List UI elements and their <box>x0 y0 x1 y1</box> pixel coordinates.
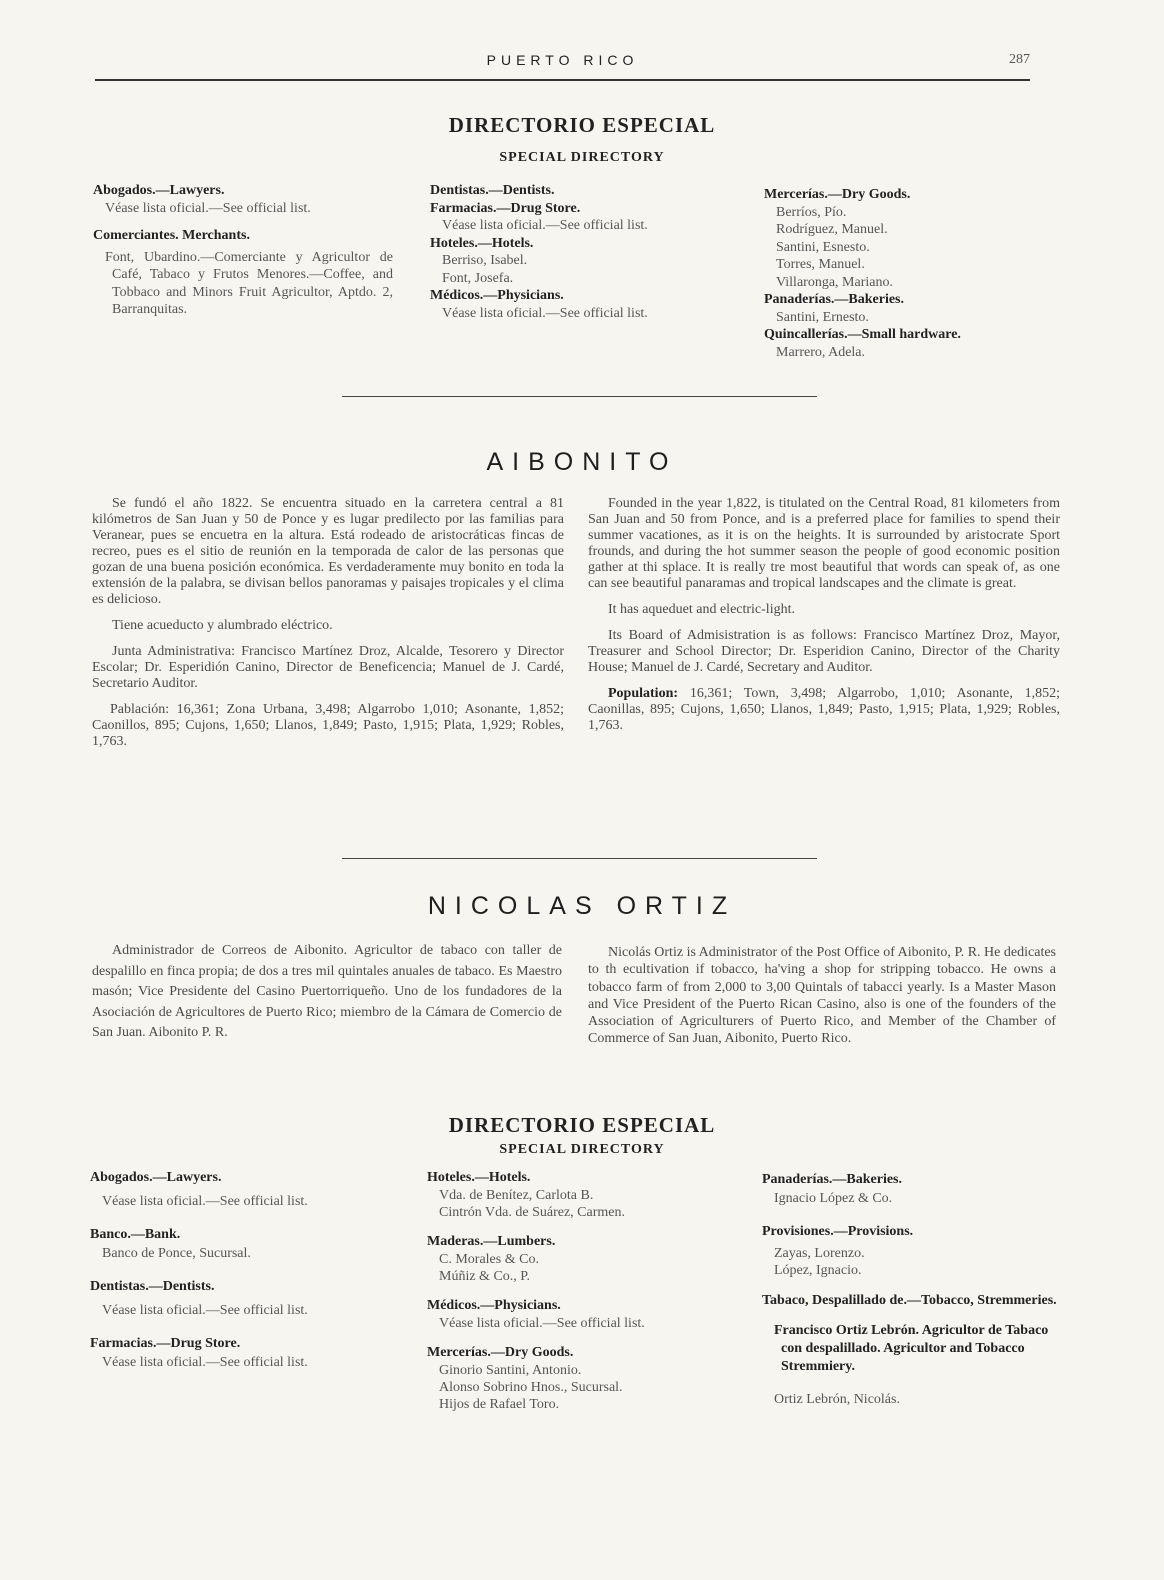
directory-category: Farmacias.—Drug Store. <box>430 200 581 216</box>
directory-entry: Zayas, Lorenzo. <box>774 1246 865 1261</box>
directory-entry: Marrero, Adela. <box>776 344 866 360</box>
directory-category: Médicos.—Physicians. <box>427 1298 561 1313</box>
directory-entry: Rodríguez, Manuel. <box>776 222 888 237</box>
directory-category: Médicos.—Physicians. <box>430 288 564 303</box>
population-text: 16,361; Town, 3,498; Algarrobo, 1,010; Asonante, 1,852; Caonillas, 895; Cujons, 1,650; Llanos, 1,849; Pasto, 1,915; Plata, 1,929; Robles, 1,763. <box>588 686 1061 733</box>
directory-1-subtitle: SPECIAL DIRECTORY <box>499 150 665 165</box>
directory-entry: Santini, Esnesto. <box>776 239 870 255</box>
directory-entry: Villaronga, Mariano. <box>776 274 893 290</box>
directory-1-heading <box>0 113 1164 166</box>
directory-2-title: DIRECTORIO ESPECIAL <box>448 1113 716 1137</box>
directory-entry: Santini, Ernesto. <box>776 309 869 325</box>
directory-entry: Véase lista oficial.—See official list. <box>102 1355 308 1370</box>
directory-2-column-3 <box>762 1170 1057 1409</box>
directory-entry: Véase lista oficial.—See official list. <box>442 305 648 321</box>
paragraph: Its Board of Admisistration is as follows: Francisco Martínez Droz, Mayor, Treasurer and School Director; Dr. Esperidion Canino, Director of the Charity House; Manuel de J. Cardé, Secretary and Auditor. <box>588 628 1060 675</box>
paragraph: Founded in the year 1,822, is titulated on the Central Road, 81 kilometers from San Juan and 50 from Ponce, and is a preferred place for families to spend their summer vacationes, as it is on the heights. It is surrounded by aristocrate Sport frounds, and during the hot summer season the people of good economic position gather at thi splace. It is really tre most beautiful that words can speak of, as one can see beautiful panaramas and tropical landscapes and the climate is great. <box>588 496 1060 591</box>
nicolas-ortiz-title: NICOLAS ORTIZ <box>427 892 737 920</box>
directory-category: Tabaco, Despalillado de.—Tobacco, Stremmeries. <box>762 1293 1057 1308</box>
section-divider <box>342 396 817 397</box>
directory-category: Maderas.—Lumbers. <box>427 1234 556 1249</box>
directory-entry: Berriso, Isabel. <box>442 253 528 268</box>
population-label: Population: <box>608 686 679 701</box>
directory-category: Panaderías.—Bakeries. <box>762 1172 902 1187</box>
directory-category: Quincallerías.—Small hardware. <box>764 327 961 342</box>
directory-category: Comerciantes. Merchants. <box>93 228 250 243</box>
directory-entry: Ortiz Lebrón, Nicolás. <box>774 1392 900 1407</box>
directory-1-title: DIRECTORIO ESPECIAL <box>448 113 716 137</box>
directory-2-column-1 <box>90 1168 390 1372</box>
directory-entry: Véase lista oficial.—See official list. <box>102 1194 308 1209</box>
directory-entry: Véase lista oficial.—See official list. <box>439 1316 645 1331</box>
directory-entry: Berríos, Pío. <box>776 204 847 220</box>
page-number: 287 <box>1009 52 1030 67</box>
paragraph: It has aqueduet and electric-light. <box>608 602 795 617</box>
directory-entry: López, Ignacio. <box>774 1263 862 1278</box>
directory-entry: Ignacio López & Co. <box>774 1191 893 1206</box>
directory-category: Abogados.—Lawyers. <box>90 1170 222 1185</box>
paragraph: Pablación: 16,361; Zona Urbana, 3,498; Algarrobo 1,010; Asonante, 1,852; Caonillos, 895; Cujons, 1,650; Llanos, 1,849; Pasto, 1,915; Plata, 1,929; Robles, 1,763. <box>92 702 564 749</box>
directory-category: Provisiones.—Provisions. <box>762 1224 914 1239</box>
directory-entry: Véase lista oficial.—See official list. <box>442 218 648 233</box>
directory-entry: Múñiz & Co., P. <box>439 1269 531 1284</box>
directory-category: Dentistas.—Dentists. <box>90 1279 215 1294</box>
section-divider <box>342 858 817 859</box>
running-head <box>95 52 1030 76</box>
running-title: PUERTO RICO <box>486 52 639 68</box>
directory-2-column-2 <box>427 1168 727 1413</box>
paragraph: Junta Administrativa: Francisco Martínez Droz, Alcalde, Tesorero y Director Escolar; Dr. Esperidión Canino, Director de Beneficencia; Manuel de J. Cardé, Secretario Auditor. <box>92 644 564 691</box>
aibonito-spanish-text <box>92 496 564 760</box>
directory-category: Banco.—Bank. <box>90 1227 181 1242</box>
directory-category: Hoteles.—Hotels. <box>427 1170 531 1185</box>
directory-1-column-1 <box>93 182 393 319</box>
directory-entry: Cintrón Vda. de Suárez, Carmen. <box>439 1205 625 1220</box>
directory-category: Dentistas.—Dentists. <box>430 183 555 198</box>
nicolas-ortiz-english-bio <box>588 944 1056 1048</box>
directory-2-heading <box>0 1113 1164 1158</box>
directory-entry: Torres, Manuel. <box>776 257 865 272</box>
paragraph <box>588 686 1060 734</box>
directory-entry: Font, Josefa. <box>442 270 514 286</box>
header-rule <box>95 79 1030 81</box>
aibonito-title: AIBONITO <box>486 448 678 476</box>
directory-1-column-2 <box>430 182 730 322</box>
directory-entry: Vda. de Benítez, Carlota B. <box>439 1188 594 1203</box>
directory-entry: Font, Ubardino.—Comerciante y Agricultor de Café, Tabaco y Frutos Menores.—Coffee, and Tobbaco and Minors Fruit Agricultor, Aptdo. 2, Barranquitas. <box>105 249 393 317</box>
directory-category: Farmacias.—Drug Store. <box>90 1336 241 1351</box>
directory-entry: Banco de Ponce, Sucursal. <box>102 1246 251 1261</box>
directory-entry: Ginorio Santini, Antonio. <box>439 1363 582 1378</box>
directory-category: Hoteles.—Hotels. <box>430 235 534 251</box>
directory-category: Mercerías.—Dry Goods. <box>427 1345 574 1360</box>
directory-entry: Alonso Sobrino Hnos., Sucursal. <box>439 1380 623 1395</box>
directory-entry: Véase lista oficial.—See official list. <box>102 1303 308 1318</box>
directory-category: Panaderías.—Bakeries. <box>764 292 904 307</box>
directory-entry: Francisco Ortiz Lebrón. Agricultor de Tabaco con despalillado. Agricultor and Tobacco Stremmiery. <box>774 1323 1049 1374</box>
paragraph: Se fundó el año 1822. Se encuentra situado en la carretera central a 81 kilómetros de San Juan y 50 de Ponce y es lugar predilecto por las familias para Veranear, pues se encuetra en la altura. Está rodeado de aristocráticas fincas de recreo, pues es el sitio de reunión en la temporada de calor de las personas que gozan de una buena posición económica. Es verdaderamente muy bonito en toda la extensión de la palabra, se divisan bellos panoramas y paisajes tropicales y el clima es delicioso. <box>92 496 564 607</box>
aibonito-english-text <box>588 496 1060 744</box>
paragraph: Administrador de Correos de Aibonito. Agricultor de tabaco con taller de despalillo en finca propia; de dos a tres mil quintales anuales de tabaco. Es Maestro masón; Vice Presidente del Casino Puertorriqueño. Uno de los fundadores de la Asociación de Agricultores de Puerto Rico; miembro de la Cámara de Comercio de San Juan. Aibonito P. R. <box>92 943 562 1040</box>
directory-1-column-3 <box>764 186 1039 361</box>
directory-category: Abogados.—Lawyers. <box>93 183 225 198</box>
directory-entry: Véase lista oficial.—See official list. <box>105 200 311 216</box>
directory-entry: C. Morales & Co. <box>439 1252 539 1267</box>
paragraph: Tiene acueducto y alumbrado eléctrico. <box>112 618 333 633</box>
directory-entry: Hijos de Rafael Toro. <box>439 1397 560 1412</box>
directory-2-subtitle: SPECIAL DIRECTORY <box>499 1142 665 1157</box>
directory-category: Mercerías.—Dry Goods. <box>764 187 911 202</box>
paragraph: Nicolás Ortiz is Administrator of the Post Office of Aibonito, P. R. He dedicates to th ecultivation if tobacco, ha'ving a shop for stripping tobacco. He owns a tobacco farm of from 2,000 to 3,00 Quintals of tabacci yearly. Is a Master Mason and Vice President of the Puerto Rican Casino, also is one of the founders of the Association of Agriculturers of Puerto Rico, and Member of the Chamber of Commerce of San Juan, Aibonito, Puerto Rico. <box>588 945 1056 1047</box>
nicolas-ortiz-spanish-bio <box>92 941 562 1044</box>
